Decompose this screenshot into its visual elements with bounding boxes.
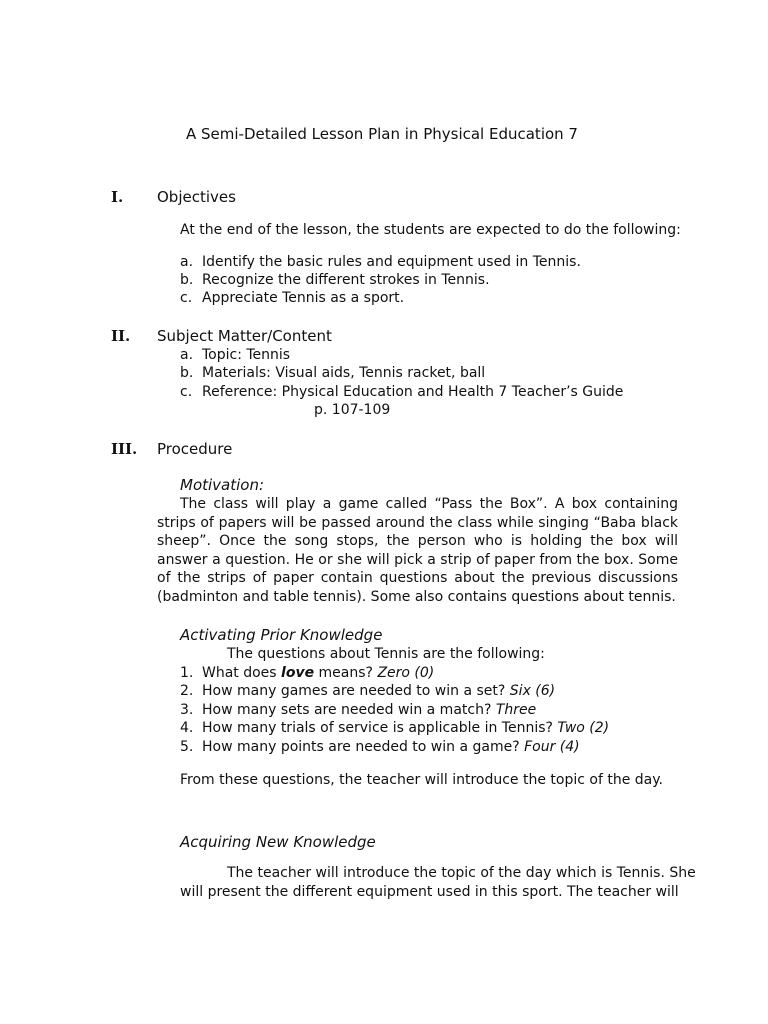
subheading-motivation: Motivation: — [180, 476, 265, 494]
question-text: How many games are needed to win a set? — [202, 683, 506, 699]
question-text: How many sets are needed win a match? — [202, 702, 492, 718]
list-item-text: Identify the basic rules and equipment used in Tennis. — [202, 254, 581, 270]
list-marker: a. — [180, 347, 194, 363]
question-item — [180, 682, 555, 700]
answer-text: Three — [495, 702, 537, 718]
motivation-paragraph — [157, 495, 678, 606]
list-marker: 4. — [180, 720, 194, 736]
list-marker: 2. — [180, 683, 194, 699]
acquiring-line-1: The teacher will introduce the topic of the day which is Tennis. She — [227, 865, 696, 881]
question-item — [180, 738, 580, 756]
list-marker: 1. — [180, 665, 194, 681]
section-numeral-objectives: I. — [111, 188, 124, 206]
list-item-text: Recognize the different strokes in Tennis. — [202, 272, 490, 288]
list-marker: 3. — [180, 702, 194, 718]
subject-matter-item — [180, 364, 485, 382]
reference-pages: p. 107-109 — [314, 402, 391, 418]
answer-text: Four (4) — [524, 739, 580, 755]
answer-text: Six (6) — [509, 683, 556, 699]
questions-intro: The questions about Tennis are the following: — [227, 646, 545, 662]
objective-item — [180, 253, 581, 271]
list-marker: a. — [180, 254, 194, 270]
document-title: A Semi-Detailed Lesson Plan in Physical Education 7 — [186, 125, 578, 143]
section-heading-subject-matter: Subject Matter/Content — [157, 327, 332, 345]
subheading-activating-prior-knowledge: Activating Prior Knowledge — [180, 626, 383, 644]
question-item — [180, 719, 609, 737]
list-marker: b. — [180, 365, 194, 381]
objectives-intro: At the end of the lesson, the students are expected to do the following: — [180, 222, 681, 238]
list-item-text: Appreciate Tennis as a sport. — [202, 290, 405, 306]
question-prefix: What does — [202, 665, 282, 681]
acquiring-line-2: will present the different equipment used in this sport. The teacher will — [180, 884, 679, 900]
list-item-text: Materials: Visual aids, Tennis racket, ball — [202, 365, 486, 381]
motivation-text: The class will play a game called “Pass the Box”. A box containing strips of papers will be passed around the class while singing “Baba black sheep”. Once the song stops, the person who is holding the box will answer a question. He or she will pick a strip of paper from the box. Some of the strips of paper contain questions about the previous discussions (badminton and table tennis). Some also contains questions about tennis. — [157, 496, 678, 605]
list-item-text: Topic: Tennis — [202, 347, 291, 363]
section-heading-procedure: Procedure — [157, 440, 233, 458]
list-marker: 5. — [180, 739, 194, 755]
section-heading-objectives: Objectives — [157, 188, 236, 206]
question-text: How many trials of service is applicable in Tennis? — [202, 720, 553, 736]
question-item — [180, 664, 434, 682]
answer-text: Zero (0) — [377, 665, 435, 681]
question-text: How many points are needed to win a game? — [202, 739, 520, 755]
objective-item — [180, 271, 490, 289]
section-numeral-procedure: III. — [111, 440, 138, 458]
question-item — [180, 701, 536, 719]
question-text: means? — [314, 665, 373, 681]
emphasized-term: love — [281, 665, 315, 681]
subject-matter-item — [180, 383, 623, 401]
section-numeral-subject-matter: II. — [111, 327, 131, 345]
subheading-acquiring-new-knowledge: Acquiring New Knowledge — [180, 833, 376, 851]
list-marker: b. — [180, 272, 194, 288]
answer-text: Two (2) — [557, 720, 610, 736]
subject-matter-item — [180, 346, 290, 364]
objective-item — [180, 289, 404, 307]
list-marker: c. — [180, 384, 193, 400]
questions-closing: From these questions, the teacher will introduce the topic of the day. — [180, 772, 663, 788]
list-item-text: Reference: Physical Education and Health 7 Teacher’s Guide — [202, 384, 624, 400]
list-marker: c. — [180, 290, 193, 306]
